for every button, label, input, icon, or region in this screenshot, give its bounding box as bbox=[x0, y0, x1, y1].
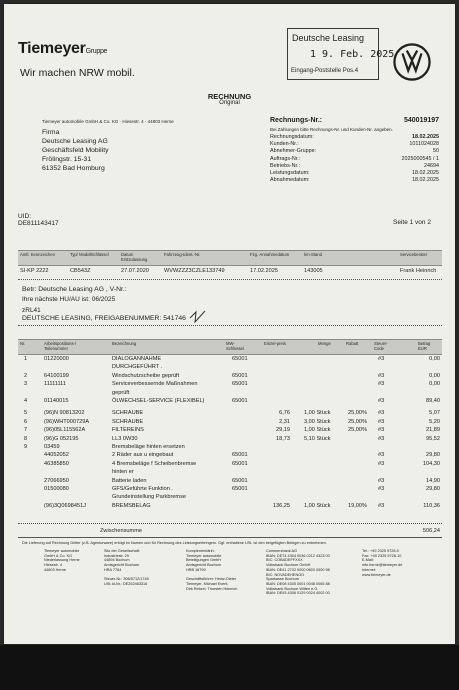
item-quantity: 1,00 Stück bbox=[304, 427, 331, 434]
item-code: (96)WHT000729A bbox=[44, 418, 90, 425]
item-description: Windschutzscheibe geprüft bbox=[112, 372, 180, 379]
item-tax-code: #3 bbox=[378, 477, 385, 484]
footer-line: Beteiligungen GmbH bbox=[186, 558, 222, 563]
item-tax-code: #3 bbox=[378, 398, 385, 404]
invoice-meta-label: Rechnungsdatum: bbox=[270, 134, 314, 140]
item-description: 4 Bremsbeläge f Scheibenbremse bbox=[112, 460, 197, 467]
logo-sub: Gruppe bbox=[85, 48, 108, 55]
footer-line: HRB 16799 bbox=[186, 567, 206, 572]
footer-line: Sitz der Gesellschaft: bbox=[104, 549, 140, 553]
item-code: 46385850 bbox=[44, 460, 69, 467]
footer-line: IBAN: DE74 4304 0036 0212 4323 00 bbox=[266, 553, 330, 558]
item-code: 01220000 bbox=[44, 356, 69, 362]
vehicle-col-plate: Amtl. Kennzeichen bbox=[20, 252, 55, 257]
stamp-company: Deutsche Leasing bbox=[292, 33, 365, 43]
item-discount: 25,00% bbox=[348, 427, 367, 434]
vehicle-first-registration: 27.07.2020 bbox=[121, 268, 149, 274]
item-unit-price: 2,31 bbox=[279, 418, 290, 425]
footer-line: Sparkasse Bochum bbox=[266, 577, 299, 582]
uid-label: UID: bbox=[18, 213, 31, 220]
item-mw-key: 65001 bbox=[232, 486, 248, 492]
footer-line: 44894 Bochum bbox=[104, 558, 130, 563]
item-amount: 89,40 bbox=[426, 398, 440, 404]
items-col-qty: Menge bbox=[318, 341, 331, 346]
item-tax-code: #3 bbox=[378, 381, 385, 388]
footer-line: Industriestr. 29 bbox=[104, 553, 129, 558]
document-subtitle: Original bbox=[219, 100, 240, 106]
item-description: DIALOGANNAHME bbox=[112, 356, 162, 362]
item-nr: 8 bbox=[24, 435, 28, 442]
sender-line: Tiemeyer automobile GmbH & Co. KG · Hiesestr. 4 · 44803 Herne bbox=[42, 119, 174, 124]
invoice-meta-label: Kunden-Nr.: bbox=[270, 141, 299, 148]
vehicle-acceptance-date: 17.02.2025 bbox=[250, 268, 278, 274]
item-code: (96)3Q0698451J bbox=[44, 502, 86, 509]
footer-line: Volksbank Bochum Witten e.G. bbox=[266, 586, 319, 591]
vehicle-vin: WVWZZZ3CZLE133749 bbox=[164, 268, 225, 274]
items-col-price: Einzel-preis bbox=[264, 341, 286, 346]
scan-edge bbox=[0, 645, 459, 690]
item-amount: 104,30 bbox=[422, 460, 440, 467]
item-code: 64100199 bbox=[44, 372, 69, 379]
footer-line: Tiemeyer automobile bbox=[44, 549, 80, 553]
item-unit-price: 136,25 bbox=[272, 502, 290, 509]
footer-line: BIC: COBADEFFXXX bbox=[266, 558, 303, 563]
note-line: DEUTSCHE LEASING, FREIGABENUMMER: 541746 bbox=[22, 315, 186, 322]
vehicle-col-acceptance: Fzg.-Annahmedatum bbox=[250, 252, 290, 257]
item-tax-code: #3 bbox=[378, 452, 385, 459]
recipient-address bbox=[42, 128, 109, 173]
footer-line: Internet: bbox=[362, 567, 376, 572]
item-nr: 2 bbox=[24, 372, 28, 379]
footer-line: Amtsgericht Bochum bbox=[104, 563, 140, 568]
stamp-date: 1 9. Feb. 2025 bbox=[310, 49, 395, 60]
item-discount: 19,00% bbox=[348, 502, 367, 509]
divider bbox=[18, 523, 442, 525]
items-col-nr: Nr. bbox=[20, 341, 26, 346]
item-mw-key: 65001 bbox=[232, 477, 248, 484]
stamp-department: Eingang-Poststelle Pos.4 bbox=[291, 68, 359, 74]
item-description: DURCHGEFÜHRT . bbox=[112, 364, 163, 371]
vehicle-col-date: Datum Erstzulassung bbox=[121, 252, 148, 262]
footer-line: Amtsgericht Bochum bbox=[186, 563, 222, 568]
vehicle-plate: SI-KP 2222 bbox=[20, 268, 49, 274]
footer-column bbox=[104, 549, 149, 587]
note-line: Betr: Deutsche Leasing AG , V-Nr.: bbox=[22, 286, 127, 293]
item-amount: 0,00 bbox=[429, 381, 440, 388]
items-header-band bbox=[18, 339, 442, 355]
item-amount: 21,89 bbox=[426, 427, 440, 434]
invoice-meta-value: 18.02.2025 bbox=[412, 177, 439, 184]
footer-line: Commerzbank AG bbox=[266, 549, 298, 553]
item-mw-key: 65001 bbox=[232, 398, 248, 404]
item-mw-key: 65001 bbox=[232, 452, 248, 459]
footer-column bbox=[186, 549, 237, 591]
item-amount: 0,00 bbox=[429, 356, 440, 362]
footer-line: HRA 7764 bbox=[104, 567, 122, 572]
item-code: 01500080 bbox=[44, 486, 69, 492]
footer-line: Hiesestr. 4 bbox=[44, 563, 62, 568]
item-quantity: 1,00 Stück bbox=[304, 502, 331, 509]
subtotal-row bbox=[18, 528, 442, 537]
item-amount: 29,80 bbox=[426, 486, 440, 492]
item-tax-code: #3 bbox=[378, 435, 385, 442]
item-discount: 25,00% bbox=[348, 410, 367, 417]
footer-line: Tel.: +49 2325 9728-0 bbox=[362, 549, 399, 553]
footer-line: Tiemeyer, Michael Event, bbox=[186, 581, 229, 586]
invoice-number-label: Rechnungs-Nr.: bbox=[270, 117, 323, 124]
items-col-tax: Steuer-Code bbox=[374, 341, 388, 351]
invoice-meta-value: 18.02.2025 bbox=[412, 170, 439, 176]
item-tax-code: #3 bbox=[378, 372, 385, 379]
item-tax-code: #3 bbox=[378, 486, 385, 492]
footer-column bbox=[266, 549, 330, 596]
table-row bbox=[18, 503, 442, 512]
item-amount: 5,07 bbox=[429, 410, 440, 417]
invoice-meta-label: Auftrags-Nr.: bbox=[270, 155, 301, 162]
subtotal-label: Zwischensumme bbox=[100, 528, 142, 534]
footer-line: Geschäftsführer: Heinz-Dieter bbox=[186, 577, 237, 582]
footer-line: Tiemeyer automobile bbox=[186, 553, 222, 558]
item-description: hinten er bbox=[112, 469, 134, 476]
invoice-note: Bei Zahlungen bitte Rechnungs-Nr. und Kunden-Nr. angeben. bbox=[270, 127, 393, 132]
footer-column bbox=[362, 549, 402, 577]
recipient-line: Firma bbox=[42, 129, 60, 136]
items-col-discount: Rabatt bbox=[346, 341, 359, 346]
vehicle-col-vin: Fahrzeug-Ident.-Nr. bbox=[164, 252, 201, 257]
recipient-line: Geschäftsfeld Mobility bbox=[42, 147, 109, 154]
logo-name: Tiemeyer bbox=[18, 40, 86, 57]
item-unit-price: 18,73 bbox=[276, 435, 290, 442]
invoice-meta-value: 2025000545 / 1 bbox=[401, 155, 439, 162]
item-amount: 14,90 bbox=[426, 477, 440, 484]
vehicle-km: 143005 bbox=[304, 268, 323, 274]
footer-line: Komplementärin: bbox=[186, 549, 215, 553]
item-mw-key: 65001 bbox=[232, 372, 248, 379]
item-description: geprüft bbox=[112, 389, 130, 396]
item-code: 27066950 bbox=[44, 477, 69, 484]
check-mark-icon bbox=[189, 310, 207, 324]
vehicle-advisor: Frank Heinrich bbox=[400, 268, 437, 274]
item-description: BREMSBELAG bbox=[112, 502, 151, 509]
vw-logo-icon bbox=[393, 43, 431, 81]
subtotal-value: 506,24 bbox=[422, 528, 440, 534]
item-code: 03459 bbox=[44, 444, 60, 450]
footer-line: 44803 Herne bbox=[44, 567, 66, 572]
invoice-meta-label: Betriebs-Nr.: bbox=[270, 162, 300, 169]
document-title: RECHNUNG bbox=[207, 92, 252, 101]
receipt-stamp bbox=[287, 28, 395, 80]
items-col-amount: Betrag EUR bbox=[418, 341, 431, 351]
footer-line: info.herne@tiemeyer.de bbox=[362, 563, 403, 568]
item-code: 01140015 bbox=[44, 398, 69, 404]
item-code: 11111111 bbox=[44, 381, 66, 388]
item-description: Serviceverbesserndе Maßnahmen bbox=[112, 381, 198, 388]
item-nr: 5 bbox=[24, 410, 28, 417]
item-quantity: 1,00 Stück bbox=[304, 410, 331, 417]
invoice-number: 540019197 bbox=[404, 117, 440, 124]
item-tax-code: #3 bbox=[378, 427, 385, 434]
item-amount: 29,80 bbox=[426, 452, 440, 459]
item-discount: 25,00% bbox=[348, 418, 367, 425]
invoice-meta-value: 24694 bbox=[424, 162, 439, 169]
item-mw-key: 65001 bbox=[232, 356, 248, 362]
item-description: ÖLWECHSEL-SERVICE (FLEXIBEL) bbox=[112, 398, 205, 404]
footer-line: Steuer-Nr.: 306/5712/1745 bbox=[104, 577, 149, 582]
invoice-meta-value: 50 bbox=[433, 148, 439, 155]
item-nr: 6 bbox=[24, 418, 28, 425]
item-unit-price: 29,19 bbox=[276, 427, 290, 434]
item-description: Grundeinstellung Parkbremse bbox=[112, 494, 186, 501]
item-mw-key: 65001 bbox=[232, 460, 248, 467]
item-nr: 7 bbox=[24, 427, 28, 434]
item-quantity: 3,00 Stück bbox=[304, 418, 331, 425]
item-nr: 4 bbox=[24, 398, 28, 404]
item-tax-code: #3 bbox=[378, 502, 385, 509]
divider bbox=[18, 279, 442, 281]
item-tax-code: #3 bbox=[378, 418, 385, 425]
invoice-meta-value: 18.02.2025 bbox=[412, 134, 439, 140]
item-nr: 3 bbox=[24, 381, 28, 388]
item-amount: 5,20 bbox=[429, 418, 440, 425]
item-code: (96)G 052195 bbox=[44, 435, 79, 442]
footer-line: Fax: +49 2325 9728-10 bbox=[362, 553, 402, 558]
invoice-page bbox=[4, 4, 455, 644]
invoice-meta-label: Abnehmer-Gruppe: bbox=[270, 148, 317, 155]
recipient-line: 61352 Bad Homburg bbox=[42, 165, 105, 172]
divider bbox=[18, 537, 442, 538]
note-line: zRL41 bbox=[22, 307, 41, 314]
vehicle-row bbox=[18, 268, 442, 277]
item-description: Batterie laden bbox=[112, 477, 147, 484]
vehicle-type: CB543Z bbox=[70, 268, 91, 274]
item-amount: 0,00 bbox=[429, 372, 440, 379]
item-description: GFS/Geführte Funktion . bbox=[112, 486, 173, 492]
note-line: Ihre nächste HU/AU ist: 06/2025 bbox=[22, 296, 116, 303]
item-tax-code: #3 bbox=[378, 410, 385, 417]
item-description: Bremsbeläge hinten ersetzen bbox=[112, 444, 185, 450]
page-number: Seite 1 von 2 bbox=[393, 219, 431, 226]
invoice-meta-label: Abnahmedatum: bbox=[270, 177, 310, 184]
footer-line: Volksbank Bochum GmbH bbox=[266, 563, 311, 568]
invoice-meta-label: Leistungsdatum: bbox=[270, 170, 310, 176]
item-description: FILTEREINS bbox=[112, 427, 144, 434]
footer-line: IBAN: DE41 2702 0000 0600 0500 98 bbox=[266, 567, 330, 572]
vehicle-col-advisor: Serviceberater bbox=[400, 252, 428, 257]
uid-value: DE811143417 bbox=[18, 220, 59, 227]
item-nr: 1 bbox=[24, 356, 28, 362]
item-tax-code: #3 bbox=[378, 460, 385, 467]
item-code: (96)N 90813202 bbox=[44, 410, 85, 417]
footer-line: GmbH & Co. KG bbox=[44, 553, 73, 558]
footer-line: IBAN: DE08 4305 0001 0048 0065 88 bbox=[266, 581, 330, 586]
footer-line: USt-Id-Nr.: DE252463316 bbox=[104, 581, 148, 586]
vehicle-header-band bbox=[18, 250, 442, 266]
item-description: 2 Räder aus u eingebaut bbox=[112, 452, 174, 459]
item-quantity: 5,10 Stück bbox=[304, 435, 331, 442]
footer-column bbox=[44, 549, 80, 573]
footer-line: E-Mail: bbox=[362, 558, 374, 563]
recipient-line: Frölingstr. 15-31 bbox=[42, 156, 92, 163]
item-amount: 95,52 bbox=[426, 435, 440, 442]
footer-line: BIC: NOVADEHENOO bbox=[266, 572, 305, 577]
footer-note: Die Lieferung auf Rechnung Dritter (z.B. Agenturware) erfolgt im Namen und für Rechnung des Leistungserbringers. Ggf. enthaltene USt. ist den beigefügten Belegen zu entnehmen. bbox=[22, 541, 327, 545]
invoice-meta-value: 1011024028 bbox=[409, 141, 439, 148]
divider bbox=[18, 325, 442, 327]
footer-line: Dirk Reitzel, Thorsten Heinrich bbox=[186, 586, 238, 591]
item-mw-key: 65001 bbox=[232, 381, 248, 388]
item-description: LL3 0W30 bbox=[112, 435, 138, 442]
item-nr: 9 bbox=[24, 444, 28, 450]
logo-tagline: Wir machen NRW mobil. bbox=[20, 67, 135, 79]
recipient-line: Deutsche Leasing AG bbox=[42, 138, 108, 145]
company-logo bbox=[18, 40, 107, 58]
item-code: (96)05L115562A bbox=[44, 427, 86, 434]
item-description: SCHRAUBE bbox=[112, 418, 144, 425]
item-unit-price: 6,76 bbox=[279, 410, 290, 417]
item-description: SCHRAUBE bbox=[112, 410, 144, 417]
footer-line: Niederlassung Herne bbox=[44, 558, 80, 563]
items-col-code: Arbeitspositions-/ Teilenummer bbox=[44, 341, 77, 351]
footer-line: www.tiemeyer.de bbox=[362, 572, 391, 577]
items-col-desc: Bezeichnung bbox=[112, 341, 137, 346]
vehicle-col-type: Typ/ Modellschlüssel bbox=[70, 252, 109, 257]
item-amount: 110,36 bbox=[423, 502, 440, 509]
footer-line: IBAN: DE93 4306 0129 0024 4002 00 bbox=[266, 591, 330, 596]
item-code: 44052052 bbox=[44, 452, 69, 459]
items-col-mw: MW-Schlüssel bbox=[226, 341, 244, 351]
item-tax-code: #3 bbox=[378, 356, 385, 362]
vehicle-col-km: km-Stand bbox=[304, 252, 322, 257]
